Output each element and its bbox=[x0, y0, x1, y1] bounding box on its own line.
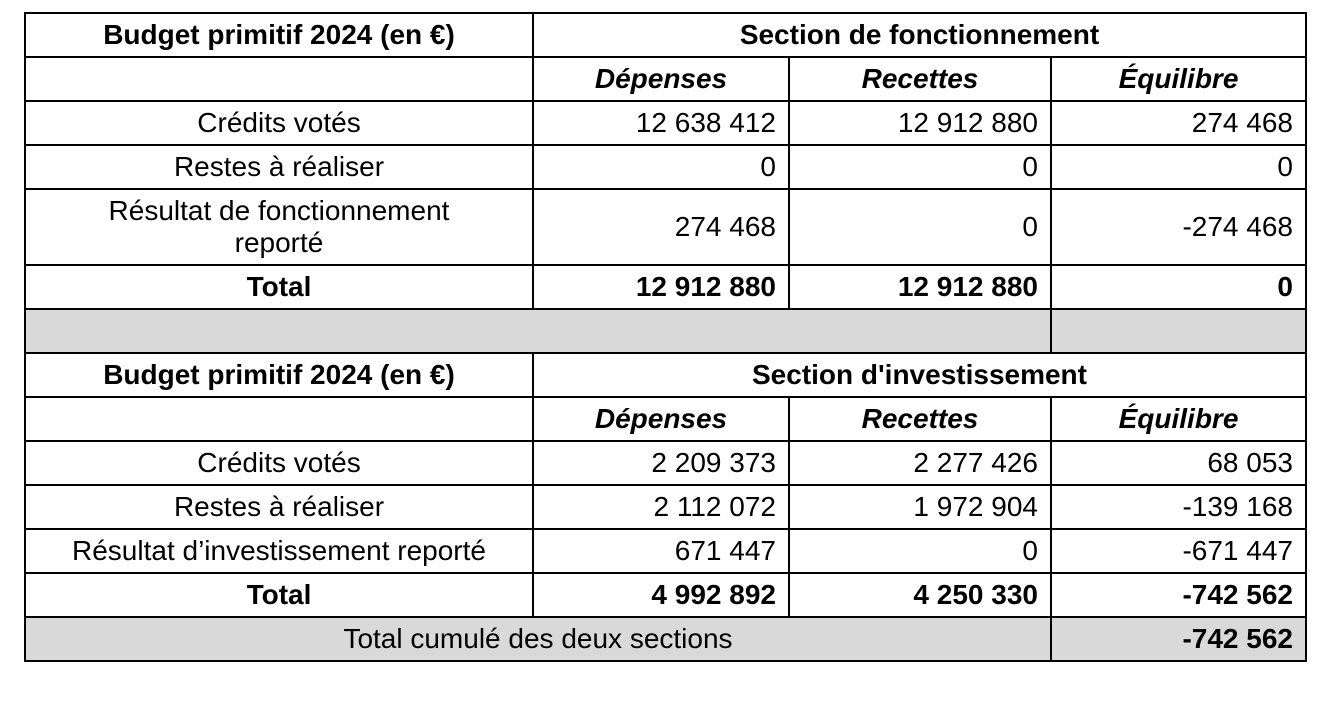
header-depenses: Dépenses bbox=[533, 57, 789, 101]
cell-equilibre: -139 168 bbox=[1051, 485, 1306, 529]
cell-equilibre: -274 468 bbox=[1051, 189, 1306, 265]
cell-recettes: 12 912 880 bbox=[789, 101, 1051, 145]
empty-header-cell bbox=[25, 397, 533, 441]
cell-equilibre: -671 447 bbox=[1051, 529, 1306, 573]
total-label: Total bbox=[25, 573, 533, 617]
fonctionnement-section-title: Section de fonctionnement bbox=[533, 13, 1306, 57]
row-label: Crédits votés bbox=[25, 441, 533, 485]
row-label: Crédits votés bbox=[25, 101, 533, 145]
table-row bbox=[25, 485, 1306, 529]
fonctionnement-title: Budget primitif 2024 (en €) bbox=[25, 13, 533, 57]
cumul-value: -742 562 bbox=[1051, 617, 1306, 661]
total-equilibre: 0 bbox=[1051, 265, 1306, 309]
total-depenses: 4 992 892 bbox=[533, 573, 789, 617]
cell-equilibre: 274 468 bbox=[1051, 101, 1306, 145]
cell-depenses: 671 447 bbox=[533, 529, 789, 573]
separator-row bbox=[25, 309, 1306, 353]
header-recettes: Recettes bbox=[789, 397, 1051, 441]
total-label: Total bbox=[25, 265, 533, 309]
header-equilibre: Équilibre bbox=[1051, 57, 1306, 101]
total-depenses: 12 912 880 bbox=[533, 265, 789, 309]
total-recettes: 4 250 330 bbox=[789, 573, 1051, 617]
cell-recettes: 2 277 426 bbox=[789, 441, 1051, 485]
fonctionnement-column-headers bbox=[25, 57, 1306, 101]
table-row bbox=[25, 145, 1306, 189]
cumul-label: Total cumulé des deux sections bbox=[25, 617, 1051, 661]
budget-table bbox=[24, 12, 1307, 662]
header-recettes: Recettes bbox=[789, 57, 1051, 101]
cell-equilibre: 0 bbox=[1051, 145, 1306, 189]
table-row bbox=[25, 189, 1306, 265]
cumul-row bbox=[25, 617, 1306, 661]
cell-depenses: 12 638 412 bbox=[533, 101, 789, 145]
cell-recettes: 0 bbox=[789, 189, 1051, 265]
row-label: Résultat d’investissement reporté bbox=[25, 529, 533, 573]
table-row bbox=[25, 441, 1306, 485]
cell-depenses: 0 bbox=[533, 145, 789, 189]
cell-equilibre: 68 053 bbox=[1051, 441, 1306, 485]
table-row bbox=[25, 101, 1306, 145]
separator-cell bbox=[25, 309, 1051, 353]
table-row bbox=[25, 529, 1306, 573]
cell-recettes: 1 972 904 bbox=[789, 485, 1051, 529]
total-row bbox=[25, 265, 1306, 309]
fonctionnement-header-row bbox=[25, 13, 1306, 57]
row-label: Restes à réaliser bbox=[25, 145, 533, 189]
investissement-section-title: Section d'investissement bbox=[533, 353, 1306, 397]
investissement-column-headers bbox=[25, 397, 1306, 441]
header-equilibre: Équilibre bbox=[1051, 397, 1306, 441]
investissement-header-row bbox=[25, 353, 1306, 397]
total-recettes: 12 912 880 bbox=[789, 265, 1051, 309]
cell-recettes: 0 bbox=[789, 529, 1051, 573]
row-label: Restes à réaliser bbox=[25, 485, 533, 529]
separator-cell bbox=[1051, 309, 1306, 353]
cell-recettes: 0 bbox=[789, 145, 1051, 189]
total-equilibre: -742 562 bbox=[1051, 573, 1306, 617]
header-depenses: Dépenses bbox=[533, 397, 789, 441]
cell-depenses: 2 112 072 bbox=[533, 485, 789, 529]
total-row bbox=[25, 573, 1306, 617]
cell-depenses: 2 209 373 bbox=[533, 441, 789, 485]
empty-header-cell bbox=[25, 57, 533, 101]
row-label: Résultat de fonctionnement reporté bbox=[25, 189, 533, 265]
cell-depenses: 274 468 bbox=[533, 189, 789, 265]
investissement-title: Budget primitif 2024 (en €) bbox=[25, 353, 533, 397]
